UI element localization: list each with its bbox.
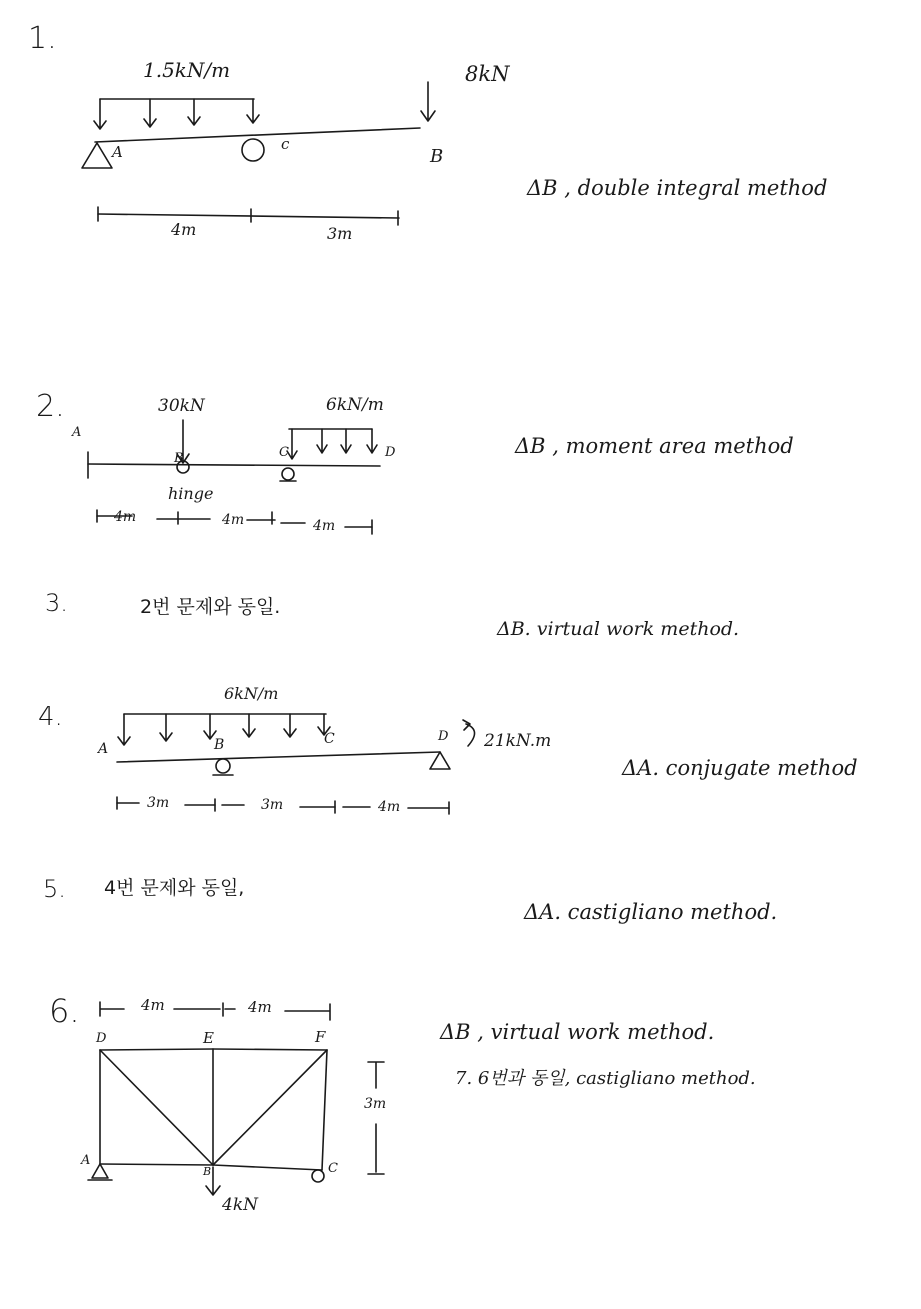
p6-node-e: E	[203, 1029, 214, 1047]
p1-node-a: A	[112, 143, 123, 161]
p2-node-b: B	[174, 451, 184, 466]
p4-node-a: A	[98, 741, 109, 757]
p1-node-c: c	[281, 135, 290, 153]
p6-task: ΔB , virtual work method.	[440, 1020, 715, 1044]
p6-number: 6.	[49, 992, 80, 1030]
p6-member-ab	[100, 1164, 213, 1165]
p2-number: 2.	[36, 389, 65, 424]
p3-task: ΔB. virtual work method.	[497, 618, 740, 640]
p6-node-b: B	[203, 1165, 212, 1178]
p4-node-c: C	[324, 731, 335, 747]
p4-number: 4.	[38, 702, 63, 732]
p4-dim-1: 3m	[147, 795, 170, 811]
p6-dim-1: 4m	[141, 996, 165, 1014]
p1-point-load-arrow	[421, 82, 435, 121]
p6-member-db	[100, 1050, 213, 1165]
p6-member-fb	[213, 1050, 327, 1165]
p2-node-a: A	[72, 425, 82, 440]
p2-node-d: D	[385, 445, 396, 460]
p6-height-dim	[368, 1062, 384, 1174]
p5-number: 5.	[43, 875, 66, 903]
p3-note: 2번 문제와 동일.	[140, 596, 281, 618]
p6-support-c	[312, 1170, 324, 1182]
p6-member-bc	[213, 1165, 322, 1170]
p3-number: 3.	[45, 589, 68, 617]
p1-beam-diagram	[82, 82, 435, 225]
p1-number: 1.	[28, 21, 57, 56]
p4-task: ΔA. conjugate method	[622, 756, 858, 780]
p4-dist-load-label: 6kN/m	[224, 684, 279, 703]
p4-beam-diagram	[117, 714, 475, 814]
p6-member-de	[100, 1049, 213, 1050]
p6-dim-2: 4m	[248, 998, 272, 1016]
p1-node-b: B	[430, 146, 444, 167]
p2-hinge-label: hinge	[168, 484, 214, 503]
p2-task: ΔB , moment area method	[515, 434, 794, 458]
p4-node-d: D	[438, 729, 449, 744]
p6-member-cf	[322, 1050, 327, 1170]
p6-node-f: F	[315, 1028, 326, 1046]
p4-beam	[117, 752, 440, 762]
p4-moment-label: 21kN.m	[484, 731, 552, 751]
p1-dist-load-arrows	[94, 99, 259, 129]
p6-support-a	[92, 1164, 108, 1178]
p1-dim-line	[98, 214, 399, 218]
p1-support-a	[82, 143, 112, 168]
p6-height-label: 3m	[364, 1096, 387, 1112]
p6-load-label: 4kN	[222, 1195, 258, 1215]
p2-roller-c	[282, 468, 294, 480]
p2-dim-3: 4m	[313, 518, 336, 534]
p6-node-c: C	[328, 1161, 338, 1176]
p5-note: 4번 문제와 동일,	[104, 877, 245, 899]
p6-member-ef	[213, 1049, 327, 1050]
p1-dim-2: 3m	[327, 224, 353, 243]
p4-moment-arrow	[463, 720, 475, 746]
p2-dist-load-label: 6kN/m	[326, 395, 384, 415]
p2-dist-load-arrows	[287, 429, 377, 459]
p1-dist-load-label: 1.5kN/m	[143, 58, 231, 82]
p4-dim-2: 3m	[261, 797, 284, 813]
p4-pin-d	[430, 752, 450, 769]
p7-task: 7. 6번과 동일, castigliano method.	[455, 1068, 756, 1089]
p2-dim-1: 4m	[114, 509, 137, 525]
p1-task: ΔB , double integral method	[527, 176, 828, 200]
p4-node-b: B	[214, 737, 225, 753]
p2-node-c: C	[279, 445, 289, 460]
p4-dim-3: 4m	[378, 799, 401, 815]
p2-point-load-label: 30kN	[158, 396, 205, 416]
p6-node-a: A	[81, 1153, 91, 1168]
p6-node-d: D	[96, 1031, 107, 1046]
p1-dim-1: 4m	[171, 220, 197, 239]
p1-support-c	[242, 139, 264, 161]
p6-truss-diagram	[88, 998, 387, 1195]
p2-beam	[88, 464, 380, 466]
p5-task: ΔA. castigliano method.	[524, 900, 778, 924]
p1-point-load-label: 8kN	[465, 62, 510, 86]
p2-dim-2: 4m	[222, 512, 245, 528]
p4-roller-b	[216, 759, 230, 773]
p6-top-dims	[100, 998, 330, 1020]
